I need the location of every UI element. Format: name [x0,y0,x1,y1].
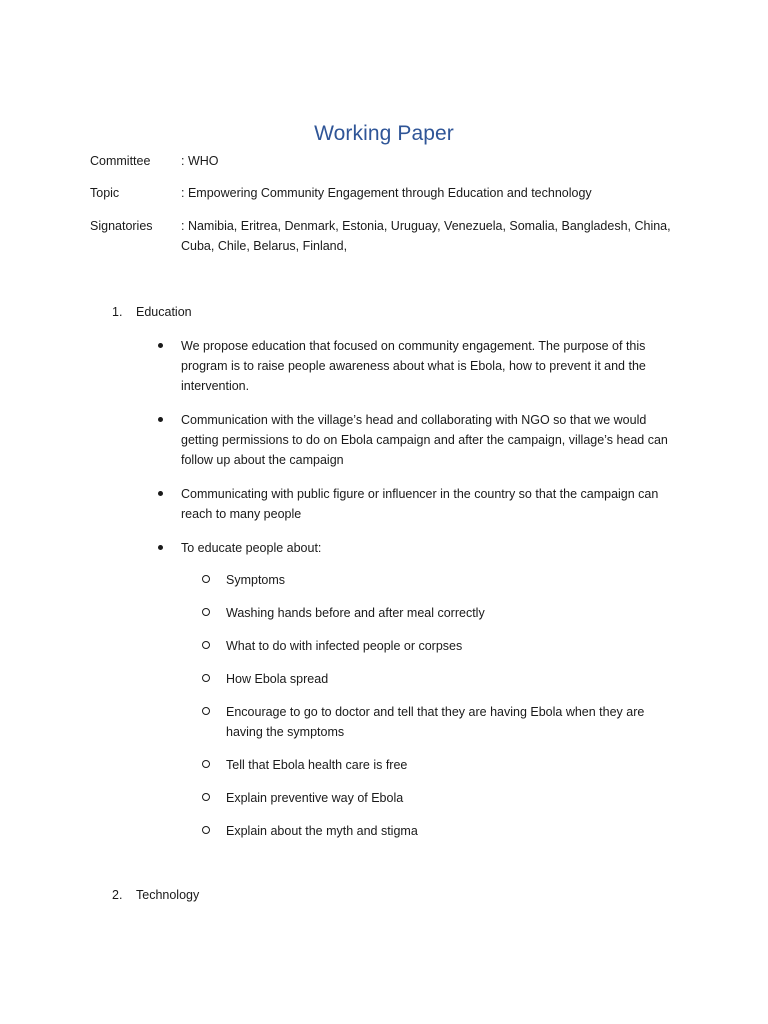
bullet-dot-icon [158,417,163,422]
bullet-line: We propose education that focused on community engagement. The purpose of this [181,339,646,353]
bullet-line: follow up about the campaign [181,453,344,467]
topic-value: : Empowering Community Engagement through Education and technology [181,186,592,200]
circle-bullet-icon [202,575,210,583]
bullet-line: program is to raise people awareness about what is Ebola, how to prevent it and the [181,359,646,373]
circle-bullet-icon [202,641,210,649]
topic-label: Topic [90,186,120,200]
sub-bullet-line: How Ebola spread [226,672,329,686]
education-bullet-list [158,336,688,572]
sub-bullet-line: Tell that Ebola health care is free [226,758,408,772]
sub-bullet-item [202,570,672,590]
signatories-line-2: Cuba, Chile, Belarus, Finland, [181,239,348,253]
bullet-line: To educate people about: [181,541,322,555]
section-number: 2. [112,888,123,902]
bullet-line: getting permissions to do on Ebola campaign and after the campaign, village’s head can [181,433,668,447]
committee-label: Committee [90,154,151,168]
educate-topics-list [202,570,672,854]
sub-bullet-line: Symptoms [226,573,286,587]
circle-bullet-icon [202,707,210,715]
bullet-item [158,484,688,524]
signatories-line-1: : Namibia, Eritrea, Denmark, Estonia, Uruguay, Venezuela, Somalia, Bangladesh, China, [181,219,671,233]
circle-bullet-icon [202,674,210,682]
sub-bullet-item [202,788,672,808]
signatories-label: Signatories [90,219,153,233]
sub-bullet-item [202,702,672,742]
page-title: Working Paper [314,122,454,145]
bullet-dot-icon [158,545,163,550]
sub-bullet-line: Explain preventive way of Ebola [226,791,404,805]
bullet-line: intervention. [181,379,250,393]
circle-bullet-icon [202,793,210,801]
section-number: 1. [112,305,123,319]
bullet-line: Communicating with public figure or influencer in the country so that the campaign can [181,487,659,501]
signatories-value [181,216,681,256]
sub-bullet-line: Encourage to go to doctor and tell that they are having Ebola when they are [226,705,645,719]
bullet-item [158,410,688,470]
sub-bullet-item [202,755,672,775]
sub-bullet-line: having the symptoms [226,725,345,739]
sub-bullet-item [202,636,672,656]
sub-bullet-line: What to do with infected people or corpses [226,639,463,653]
bullet-dot-icon [158,491,163,496]
sub-bullet-line: Washing hands before and after meal correctly [226,606,485,620]
bullet-line: Communication with the village’s head and collaborating with NGO so that we would [181,413,647,427]
bullet-item [158,336,688,396]
sub-bullet-item [202,821,672,841]
sub-bullet-item [202,669,672,689]
circle-bullet-icon [202,608,210,616]
section-title: Education [136,305,192,319]
bullet-dot-icon [158,343,163,348]
sub-bullet-line: Explain about the myth and stigma [226,824,418,838]
section-title: Technology [136,888,200,902]
sub-bullet-item [202,603,672,623]
bullet-line: reach to many people [181,507,302,521]
circle-bullet-icon [202,760,210,768]
bullet-item [158,538,688,558]
circle-bullet-icon [202,826,210,834]
committee-value: : WHO [181,154,219,168]
